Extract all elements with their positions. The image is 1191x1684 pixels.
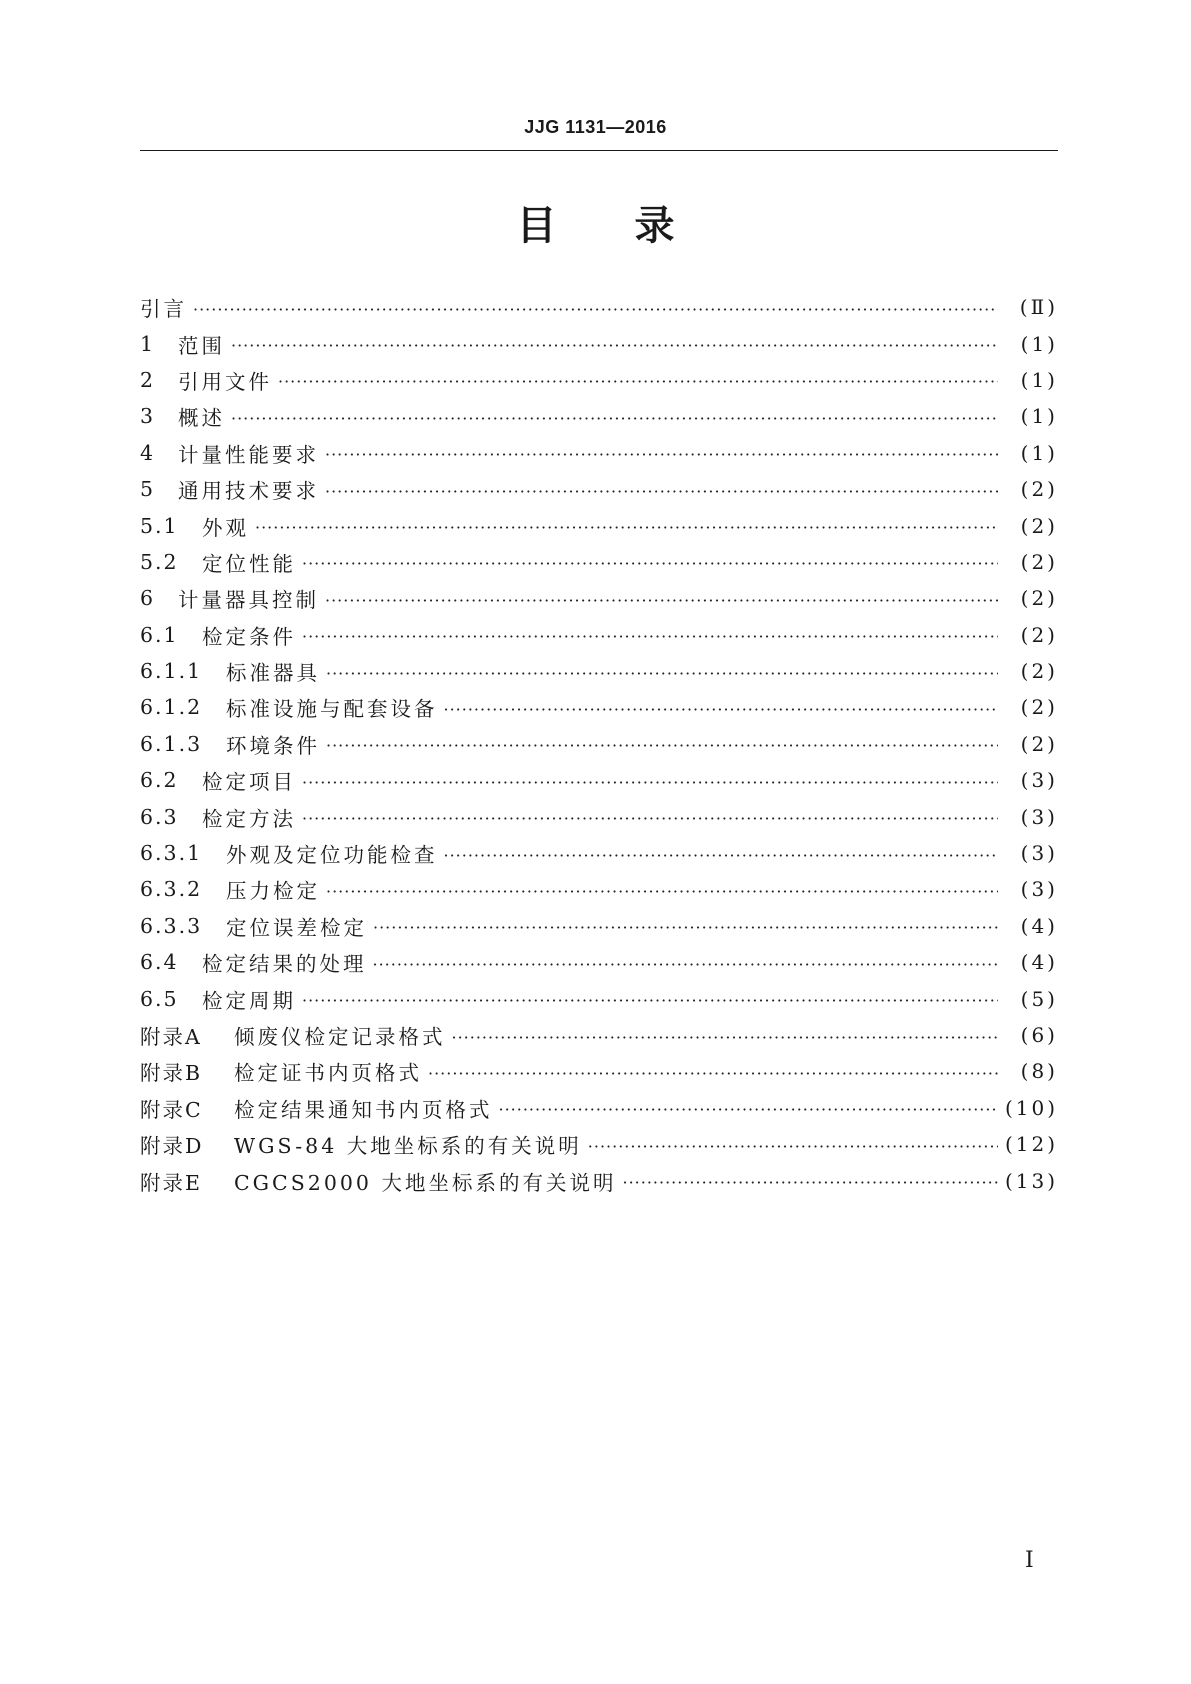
- toc-leader: [193, 300, 998, 319]
- toc-row-6-1-3[interactable]: [140, 726, 1058, 762]
- toc-entry-number: 5.2: [140, 549, 179, 574]
- toc-row-appendix-d[interactable]: [140, 1126, 1058, 1162]
- toc-entry-number: 6.4: [140, 950, 179, 975]
- toc-page-number: (2): [1020, 731, 1058, 756]
- toc-leader: [325, 591, 998, 610]
- toc-entry-number: 6.2: [140, 768, 179, 793]
- toc-page-number: (2): [1020, 622, 1058, 647]
- toc-entry-label: 计量器具控制: [178, 588, 319, 613]
- toc-entry-number: 3: [140, 404, 156, 429]
- toc-row-intro[interactable]: [140, 289, 1058, 325]
- header-rule: [140, 150, 1058, 151]
- toc-row-5-1[interactable]: [140, 507, 1058, 543]
- toc-page-number: (2): [1020, 549, 1058, 574]
- toc-row-6-3-2[interactable]: [140, 871, 1058, 907]
- toc-page-number: (2): [1020, 477, 1058, 502]
- toc-leader: [302, 627, 998, 646]
- toc-row-1[interactable]: [140, 325, 1058, 361]
- toc-leader: [325, 482, 998, 501]
- toc-entry-label: 计量性能要求: [178, 442, 319, 467]
- toc-entry-label: 标准设施与配套设备: [226, 697, 438, 722]
- toc-page-number: (5): [1020, 986, 1058, 1011]
- toc-entry-number: 6.5: [140, 986, 179, 1011]
- toc-page-number: (8): [1020, 1059, 1058, 1084]
- toc-page-number: (2): [1020, 659, 1058, 684]
- toc-leader: [499, 1100, 999, 1119]
- toc-page-number: (Ⅱ): [1019, 295, 1058, 320]
- toc-row-6-3-3[interactable]: [140, 908, 1058, 944]
- toc-entry-label: CGCS2000 大地坐标系的有关说明: [234, 1170, 617, 1195]
- toc-page-number: (1): [1020, 367, 1058, 392]
- toc-row-5[interactable]: [140, 471, 1058, 507]
- toc-entry-label: 外观及定位功能检查: [226, 843, 438, 868]
- toc-page-number: (1): [1020, 331, 1058, 356]
- toc-page-number: (13): [1004, 1168, 1058, 1193]
- toc-row-2[interactable]: [140, 362, 1058, 398]
- toc-entry-label: 概述: [178, 406, 225, 431]
- toc-row-6-1[interactable]: [140, 617, 1058, 653]
- toc-row-6-1-2[interactable]: [140, 689, 1058, 725]
- toc-leader: [428, 1064, 998, 1083]
- toc-entry-label: 检定项目: [202, 770, 296, 795]
- toc-page-number: (3): [1020, 841, 1058, 866]
- toc-row-6[interactable]: [140, 580, 1058, 616]
- toc-entry-label: 检定结果的处理: [202, 952, 367, 977]
- toc-entry-number: 附录C: [140, 1097, 203, 1122]
- toc-entry-number: 6.3.1: [140, 841, 203, 866]
- toc-page-number: (12): [1004, 1132, 1058, 1157]
- toc-leader: [231, 336, 998, 355]
- toc-entry-number: 6.1.1: [140, 659, 203, 684]
- toc-row-appendix-c[interactable]: [140, 1090, 1058, 1126]
- toc-entry-label: 检定证书内页格式: [234, 1061, 422, 1086]
- toc-entry-number: 4: [140, 440, 156, 465]
- toc-leader: [302, 773, 998, 792]
- toc-page-number: (3): [1020, 768, 1058, 793]
- toc-leader: [622, 1173, 998, 1192]
- toc-page-number: (4): [1020, 950, 1058, 975]
- toc-page-number: (1): [1020, 404, 1058, 429]
- standard-code: JJG 1131—2016: [524, 117, 667, 137]
- toc-leader: [373, 918, 998, 937]
- toc-title: [0, 198, 1191, 254]
- toc-leader: [278, 372, 998, 391]
- toc-row-3[interactable]: [140, 398, 1058, 434]
- toc-entry-label: WGS-84 大地坐标系的有关说明: [234, 1134, 582, 1159]
- toc-leader: [444, 846, 999, 865]
- toc-entry-number: 2: [140, 367, 156, 392]
- toc-row-6-4[interactable]: [140, 944, 1058, 980]
- toc-entry-label: 倾废仪检定记录格式: [234, 1025, 446, 1049]
- toc-page-number: (2): [1020, 695, 1058, 720]
- toc-entry-label: 范围: [178, 333, 225, 358]
- toc-row-6-3-1[interactable]: [140, 835, 1058, 871]
- toc-entry-number: 6.1.3: [140, 731, 203, 756]
- toc-entry-number: 1: [140, 331, 156, 356]
- toc-entry-number: 6.3: [140, 804, 179, 829]
- toc-entry-number: 附录B: [140, 1061, 203, 1086]
- toc-entry-number: 6.3.3: [140, 913, 203, 938]
- toc-entry-number: 附录E: [140, 1170, 202, 1195]
- toc-row-6-5[interactable]: [140, 980, 1058, 1016]
- toc-leader: [452, 1028, 999, 1047]
- toc-entry-label: 压力检定: [226, 879, 320, 904]
- toc-entry-number: 附录D: [140, 1134, 204, 1159]
- toc-row-appendix-e[interactable]: [140, 1162, 1058, 1198]
- toc-leader: [231, 409, 998, 428]
- toc-row-4[interactable]: [140, 435, 1058, 471]
- toc-entry-label: 检定周期: [202, 988, 296, 1013]
- toc-page-number: (1): [1020, 440, 1058, 465]
- toc-leader: [326, 736, 998, 755]
- toc-page-number: (2): [1020, 513, 1058, 538]
- toc-row-6-2[interactable]: [140, 762, 1058, 798]
- toc-title-char-2: 录: [634, 203, 675, 249]
- toc-page-number: (4): [1020, 913, 1058, 938]
- toc-leader: [302, 991, 998, 1010]
- toc-page-number: (3): [1020, 804, 1058, 829]
- toc-leader: [255, 518, 998, 537]
- toc-leader: [326, 882, 998, 901]
- toc-row-5-2[interactable]: [140, 544, 1058, 580]
- toc-entry-label: 通用技术要求: [178, 479, 319, 504]
- toc-entry-number: 6.1.2: [140, 695, 203, 720]
- toc-entry-label: 引言: [140, 297, 187, 322]
- toc-entry-number: 6: [140, 586, 156, 611]
- toc-leader: [588, 1137, 998, 1156]
- toc-row-appendix-a[interactable]: [140, 1017, 1058, 1053]
- toc-leader: [444, 700, 999, 719]
- toc-leader: [326, 664, 998, 683]
- table-of-contents: [140, 289, 1058, 1199]
- toc-entry-number: 5.1: [140, 513, 179, 538]
- toc-entry-label: 检定结果通知书内页格式: [234, 1097, 493, 1122]
- toc-entry-number: 6.1: [140, 622, 179, 647]
- toc-page-number: (3): [1020, 877, 1058, 902]
- toc-leader: [325, 445, 998, 464]
- toc-row-appendix-b[interactable]: [140, 1053, 1058, 1089]
- toc-entry-number: 附录A: [140, 1025, 202, 1049]
- toc-leader: [302, 554, 998, 573]
- toc-entry-label: 标准器具: [226, 661, 320, 686]
- toc-entry-label: 检定方法: [202, 806, 296, 831]
- toc-entry-label: 引用文件: [178, 369, 272, 394]
- toc-page-number: (6): [1020, 1023, 1058, 1047]
- toc-leader: [373, 955, 999, 974]
- toc-title-char-1: 目: [516, 203, 557, 249]
- toc-entry-label: 环境条件: [226, 733, 320, 758]
- toc-entry-label: 检定条件: [202, 624, 296, 649]
- toc-page-number: (10): [1004, 1095, 1058, 1120]
- toc-row-6-1-1[interactable]: [140, 653, 1058, 689]
- toc-row-6-3[interactable]: [140, 798, 1058, 834]
- toc-entry-label: 定位性能: [202, 551, 296, 576]
- toc-leader: [302, 809, 998, 828]
- toc-page-number: (2): [1020, 586, 1058, 611]
- toc-entry-number: 6.3.2: [140, 877, 203, 902]
- toc-entry-number: 5: [140, 477, 156, 502]
- page-number: Ⅰ: [1025, 1548, 1034, 1573]
- toc-entry-label: 定位误差检定: [226, 915, 367, 940]
- toc-entry-label: 外观: [202, 515, 249, 540]
